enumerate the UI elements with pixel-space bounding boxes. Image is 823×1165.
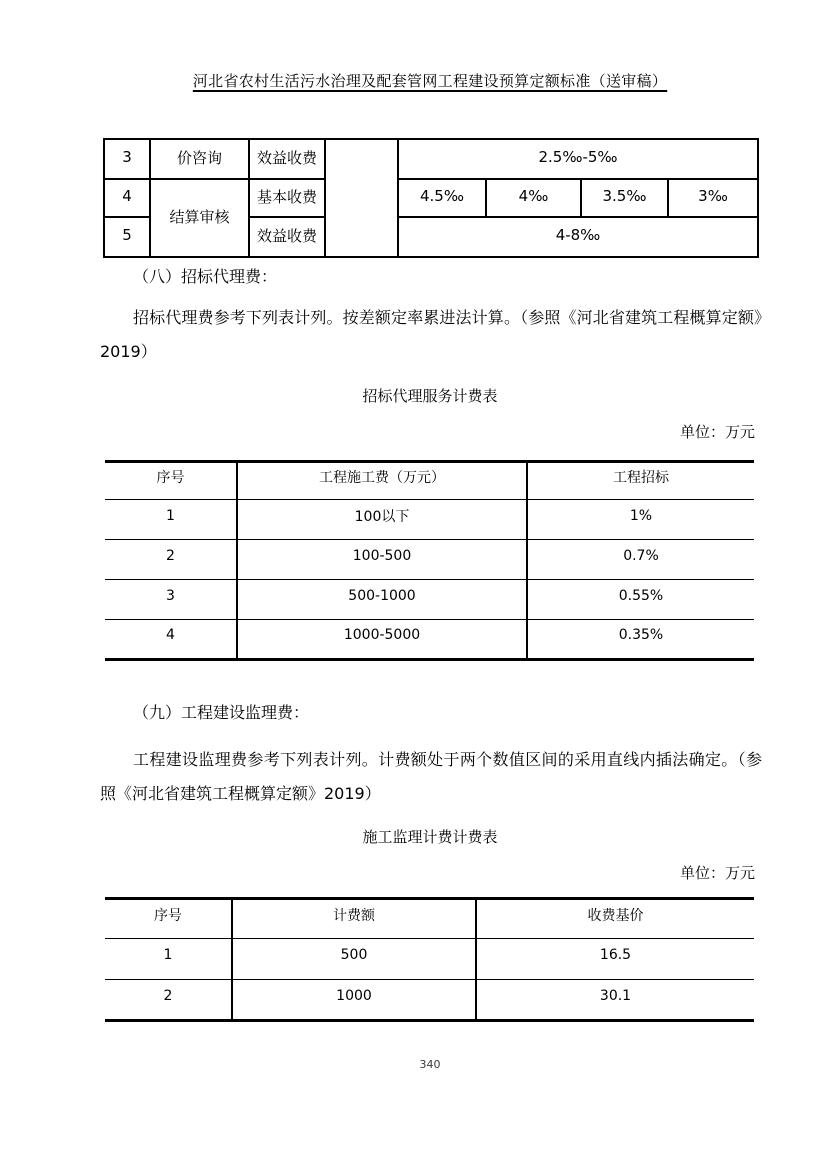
fee-type-cell: 效益收费 (249, 139, 325, 179)
table-cell: 2 (105, 980, 232, 1021)
unit-label: 单位：万元 (679, 423, 755, 441)
unit-label: 单位：万元 (679, 864, 755, 882)
table-cell: 100以下 (237, 500, 527, 540)
supervision-fee-table (105, 897, 754, 1022)
column-header: 序号 (105, 899, 232, 939)
table-cell: 1000 (232, 980, 476, 1021)
table-cell: 100-500 (237, 540, 527, 580)
table-header-row (105, 899, 754, 939)
bidding-agency-fee-table (105, 460, 754, 661)
table-cell: 1 (105, 500, 237, 540)
rate-cell: 2.5‰-5‰ (398, 139, 758, 179)
column-header: 序号 (105, 462, 237, 500)
table-row (105, 580, 754, 620)
table-cell: 1000-5000 (237, 620, 527, 660)
serial-cell: 4 (104, 179, 150, 217)
table-cell: 3 (105, 580, 237, 620)
rate-cell: 3.5‰ (581, 179, 668, 217)
section-8-paragraph: 招标代理费参考下列表计列。按差额定率累进法计算。（参照《河北省建筑工程概算定额》2019） (100, 308, 762, 361)
table-cell: 1% (527, 500, 754, 540)
table-row (105, 980, 754, 1021)
table-cell: 4 (105, 620, 237, 660)
table-header-row (105, 462, 754, 500)
fee-type-cell: 效益收费 (249, 217, 325, 257)
table-cell: 0.35% (527, 620, 754, 660)
fee-type-cell: 基本收费 (249, 179, 325, 217)
section-9-heading: （九）工程建设监理费： (133, 703, 310, 722)
bidding-agency-table-title: 招标代理服务计费表 (362, 387, 498, 405)
table-cell: 0.7% (527, 540, 754, 580)
table-cell: 500 (232, 939, 476, 980)
table-row (105, 939, 754, 980)
fee-rate-table (103, 138, 759, 258)
section-8-heading: （八）招标代理费： (133, 267, 278, 286)
supervision-table-title: 施工监理计费计费表 (362, 828, 498, 846)
table-row (105, 620, 754, 660)
table-cell: 2 (105, 540, 237, 580)
column-header: 收费基价 (476, 899, 754, 939)
table-cell: 16.5 (476, 939, 754, 980)
item-cell: 价咨询 (150, 139, 249, 179)
section-9-paragraph: 工程建设监理费参考下列表计列。计费额处于两个数值区间的采用直线内插法确定。（参照《河北省建筑工程概算定额》2019） (100, 750, 762, 803)
rate-cell: 3‰ (668, 179, 758, 217)
empty-cell (325, 139, 398, 257)
document-title: 河北省农村生活污水治理及配套管网工程建设预算定额标准（送审稿） (192, 72, 668, 90)
item-cell: 结算审核 (150, 179, 249, 257)
page-number: 340 (419, 1058, 441, 1071)
serial-cell: 3 (104, 139, 150, 179)
table-row (105, 540, 754, 580)
table-cell: 0.55% (527, 580, 754, 620)
table-cell: 30.1 (476, 980, 754, 1021)
table-cell: 1 (105, 939, 232, 980)
column-header: 工程施工费（万元） (237, 462, 527, 500)
column-header: 计费额 (232, 899, 476, 939)
serial-cell: 5 (104, 217, 150, 257)
rate-cell: 4‰ (486, 179, 581, 217)
column-header: 工程招标 (527, 462, 754, 500)
rate-cell: 4.5‰ (398, 179, 486, 217)
table-cell: 500-1000 (237, 580, 527, 620)
rate-cell: 4-8‰ (398, 217, 758, 257)
table-row (105, 500, 754, 540)
